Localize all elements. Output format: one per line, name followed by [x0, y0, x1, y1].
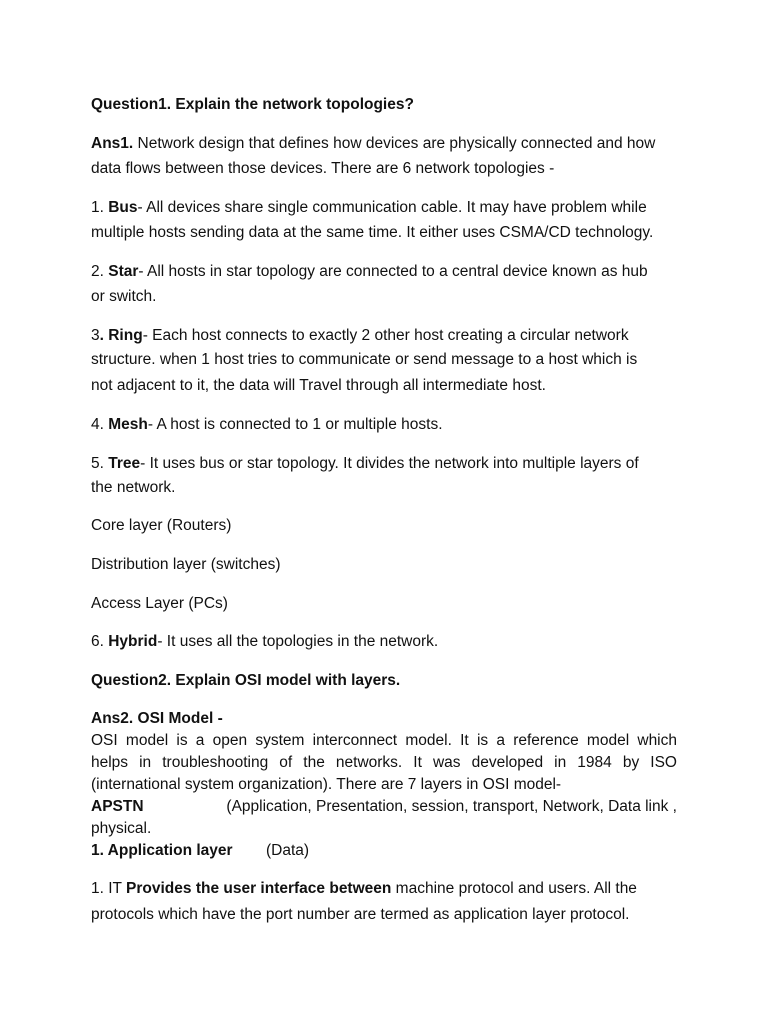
application-point-1-line-1: 1. IT Provides the user interface between machine protocol and users. All the: [91, 880, 637, 897]
topology-tree-line-2: the network.: [91, 479, 176, 496]
question-2-heading: Question2. Explain OSI model with layers.: [91, 672, 401, 689]
layer-core: Core layer (Routers): [91, 517, 232, 534]
answer-1-line-1: Ans1. Network design that defines how devices are physically connected and how: [91, 135, 656, 152]
topology-bus-line-1: 1. Bus- All devices share single communication cable. It may have problem while: [91, 199, 647, 216]
osi-paragraph-line-1: OSI model is a open system interconnect model. It is a reference model which: [91, 732, 677, 749]
topology-ring-line-2: structure. when 1 host tries to communicate or send message to a host which is: [91, 351, 638, 368]
answer-1-line-2: data flows between those devices. There are 6 network topologies -: [91, 160, 555, 177]
apstn-line-2: physical.: [91, 820, 152, 837]
application-point-1-line-2: protocols which have the port number are termed as application layer protocol.: [91, 906, 630, 923]
application-layer-heading: 1. Application layer: [91, 842, 233, 859]
topology-hybrid-line: 6. Hybrid- It uses all the topologies in the network.: [91, 633, 439, 650]
apstn-line: APSTN (Application, Presentation, session, transport, Network, Data link ,: [91, 798, 677, 815]
topology-star-line-1: 2. Star- All hosts in star topology are connected to a central device known as hub: [91, 263, 648, 280]
topology-ring-line-1: 3. Ring- Each host connects to exactly 2 other host creating a circular network: [91, 327, 629, 344]
layer-access: Access Layer (PCs): [91, 595, 228, 612]
answer-2-heading: Ans2. OSI Model -: [91, 710, 223, 727]
question-1-heading: Question1. Explain the network topologies?: [91, 96, 414, 113]
topology-star-line-2: or switch.: [91, 288, 157, 305]
osi-paragraph-line-2: helps in troubleshooting of the networks. It was developed in 1984 by ISO: [91, 754, 677, 771]
osi-paragraph-line-3: (international system organization). There are 7 layers in OSI model-: [91, 776, 562, 793]
topology-mesh-line-1: 4. Mesh- A host is connected to 1 or multiple hosts.: [91, 416, 443, 433]
topology-ring-line-3: not adjacent to it, the data will Travel through all intermediate host.: [91, 377, 546, 394]
layer-distribution: Distribution layer (switches): [91, 556, 281, 573]
application-layer-tag: (Data): [266, 842, 310, 859]
topology-tree-line-1: 5. Tree- It uses bus or star topology. It divides the network into multiple layers of: [91, 455, 639, 472]
topology-bus-line-2: multiple hosts sending data at the same time. It either uses CSMA/CD technology.: [91, 224, 654, 241]
